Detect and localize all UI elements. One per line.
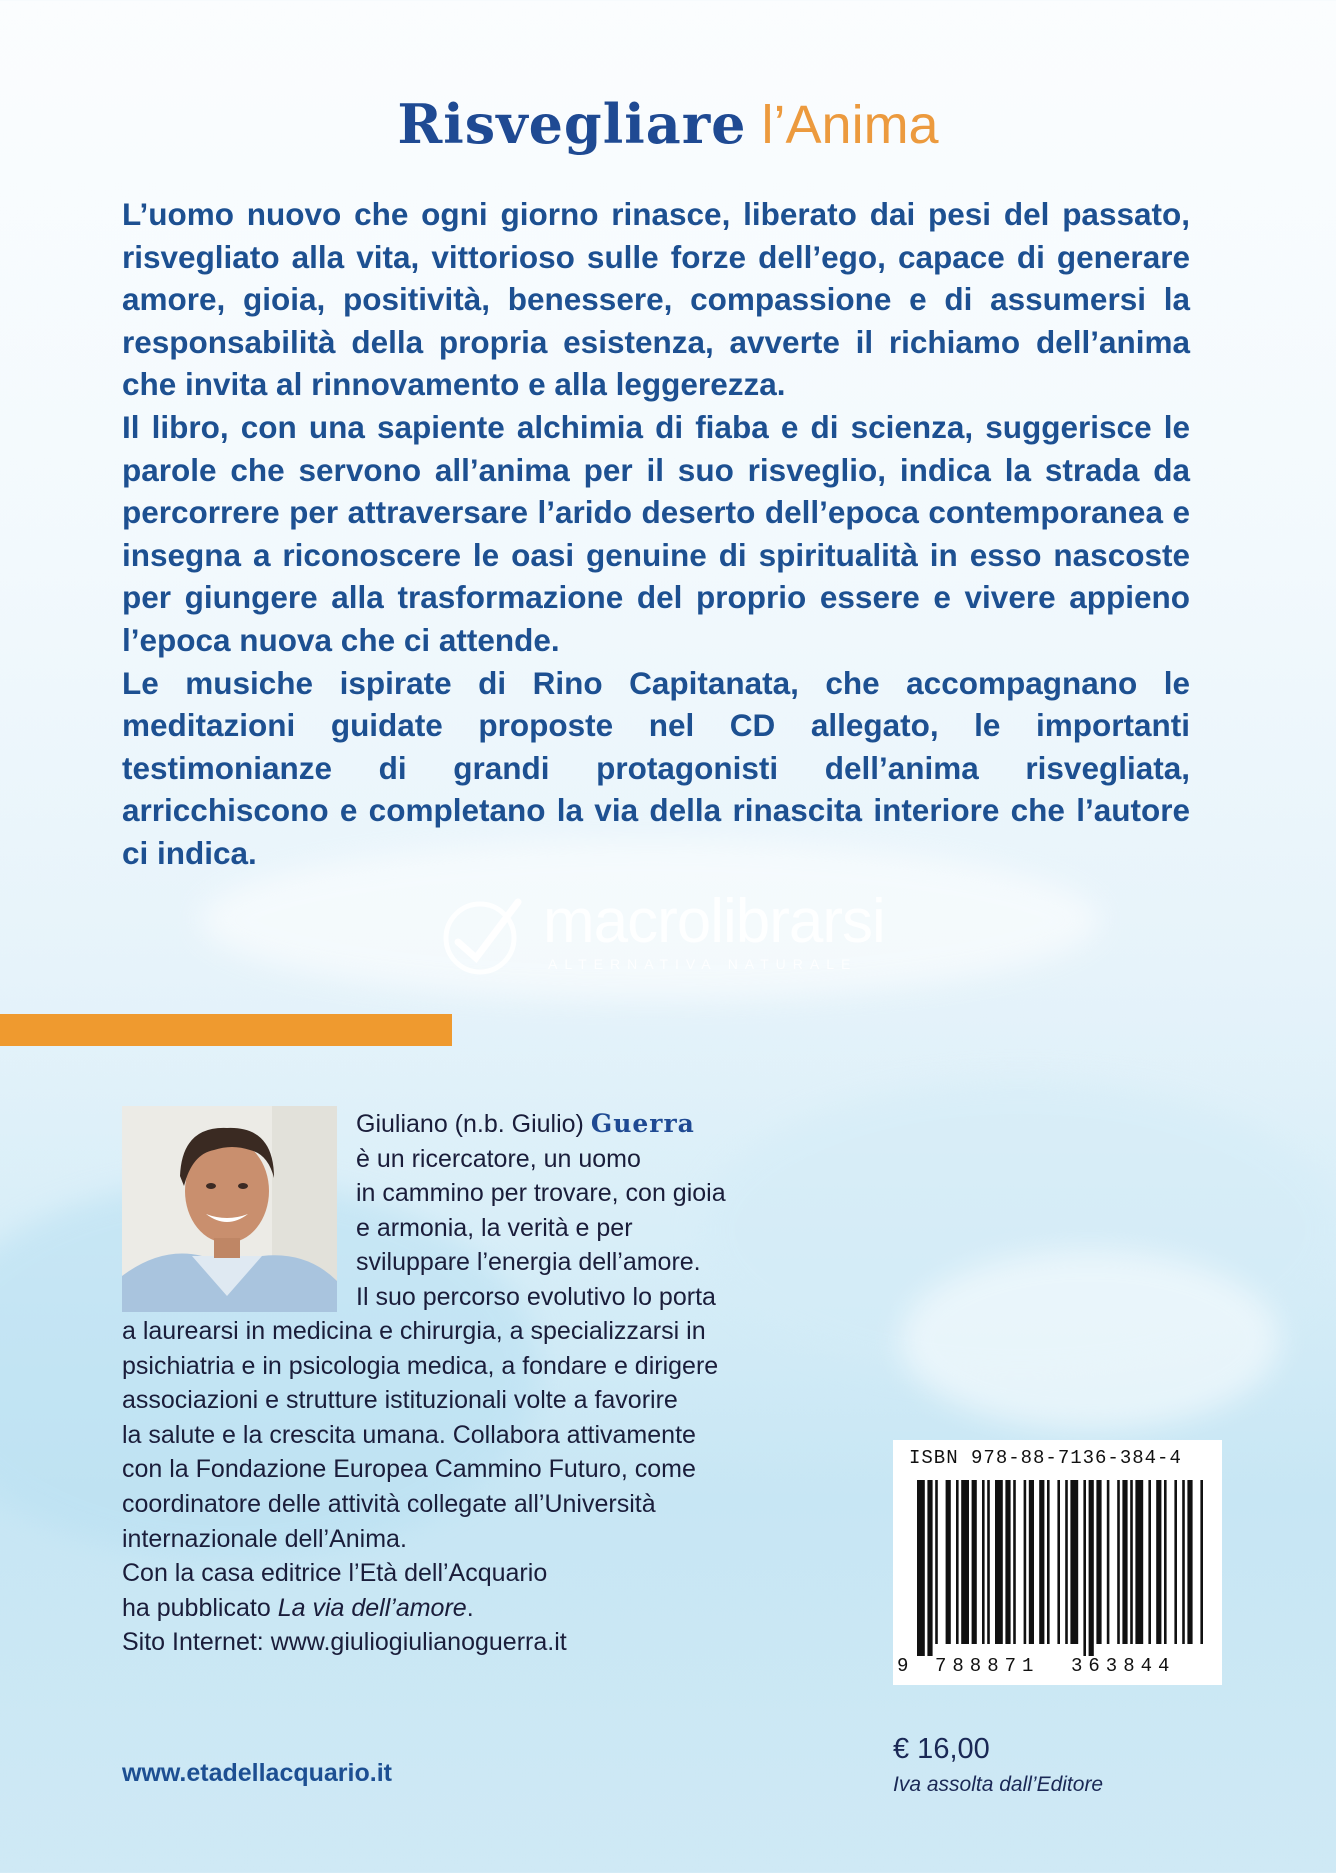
barcode-bar <box>956 1480 959 1644</box>
ean-first-digit: 9 <box>897 1655 909 1677</box>
author-website[interactable]: Sito Internet: www.giuliogiulianoguerra.it <box>122 1628 567 1657</box>
author-bio-top <box>356 1107 836 1315</box>
barcode-bar <box>935 1480 938 1644</box>
orange-divider <box>0 1014 452 1046</box>
bio-line: Con la casa editrice l’Età dell’Acquario <box>122 1559 548 1588</box>
leaf-check-icon <box>438 892 528 982</box>
bio-line: in cammino per trovare, con gioia <box>356 1179 726 1208</box>
ean-right-group: 363844 <box>1071 1655 1176 1677</box>
blurb-paragraph: Le musiche ispirate di Rino Capitanata, che accompagnano le meditazioni guidate proposte nel CD allegato, le importanti testimonianze di grandi protagonisti dell’anima risvegliata, arricchiscono e completano la via della rinascita interiore che l’autore ci indica. <box>122 664 1190 871</box>
ean-left-group: 788871 <box>935 1655 1040 1677</box>
bio-line: internazionale dell’Anima. <box>122 1524 407 1553</box>
bio-line: con la Fondazione Europea Cammino Futuro, come <box>122 1455 696 1484</box>
barcode-bar <box>1089 1480 1094 1656</box>
barcode-bar <box>1065 1480 1068 1644</box>
title-part-2: l’Anima <box>761 95 939 155</box>
watermark <box>438 887 908 980</box>
barcode-bar <box>1182 1480 1185 1644</box>
blurb-paragraph: Il libro, con una sapiente alchimia di fiaba e di scienza, suggerisce le parole che servono all’anima per il suo risveglio, indica la strada da percorrere per attraversare l’arido deserto dell’epoca contemporanea e insegna a riconoscere le oasi genuine di spiritualità in esso nascoste per giungere alla trasformazione del proprio essere e vivere appieno l’epoca nuova che ci attende. <box>122 408 1190 658</box>
barcode-bar <box>1096 1480 1101 1644</box>
published-title: La via dell’amore <box>277 1593 467 1622</box>
barcode-bar <box>995 1480 1003 1644</box>
barcode-bar <box>972 1480 977 1644</box>
barcode-bar <box>1024 1480 1027 1644</box>
price: € 16,00 <box>893 1733 990 1765</box>
bio-line: Il suo percorso evolutivo lo porta <box>356 1282 716 1311</box>
published-line <box>122 1591 842 1626</box>
bio-line: associazioni e strutture istituzionali volte a favorire <box>122 1386 678 1415</box>
barcode-bar <box>1070 1480 1078 1644</box>
barcode-bar <box>1135 1480 1143 1644</box>
author-portrait-image <box>122 1106 337 1312</box>
author-name-line <box>356 1107 836 1142</box>
book-blurb <box>122 193 1190 875</box>
book-title <box>0 92 1336 157</box>
barcode-bar <box>917 1480 925 1656</box>
bio-line: la salute e la crescita umana. Collabora attivamente <box>122 1420 696 1449</box>
watermark-brand: macrolibrarsi <box>543 887 885 956</box>
barcode-bar <box>927 1480 932 1656</box>
background-splash <box>900 1250 1280 1430</box>
author-photo <box>122 1106 337 1312</box>
barcode-bar <box>1148 1480 1151 1644</box>
barcode-bar <box>946 1480 951 1644</box>
barcode-bar <box>1005 1480 1010 1644</box>
bio-line: a laurearsi in medicina e chirurgia, a specializzarsi in <box>122 1317 706 1345</box>
barcode-bars <box>909 1480 1209 1656</box>
barcode-bar <box>1029 1480 1034 1644</box>
published-suffix: . <box>466 1593 474 1622</box>
blurb-paragraph: L’uomo nuovo che ogni giorno rinasce, liberato dai pesi del passato, risvegliato alla vita, vittorioso sulle forze dell’ego, capace di generare amore, gioia, positività, benessere, compassione e di assumersi la responsabilità della propria esistenza, avverte il richiamo dell’anima che invita al rinnovamento e alla leggerezza. <box>122 196 1190 403</box>
isbn-label: ISBN 978-88-7136-384-4 <box>909 1447 1182 1469</box>
published-prefix: ha pubblicato <box>122 1593 271 1622</box>
barcode-bar <box>1187 1480 1192 1644</box>
author-name: Giuliano (n.b. Giulio) <box>356 1110 584 1138</box>
barcode-bar <box>1083 1480 1086 1656</box>
barcode-bar <box>1164 1480 1167 1644</box>
barcode-bar <box>1047 1480 1050 1644</box>
author-bio-bottom <box>122 1314 842 1660</box>
barcode-bar <box>1130 1480 1133 1644</box>
barcode-bar <box>1013 1480 1016 1644</box>
barcode-bar <box>1057 1480 1060 1644</box>
barcode-bar <box>1117 1480 1120 1644</box>
publisher-website[interactable]: www.etadellacquario.it <box>122 1759 392 1787</box>
barcode-bar <box>1156 1480 1161 1644</box>
barcode-bar <box>1039 1480 1044 1644</box>
barcode-bar <box>987 1480 990 1644</box>
bio-line: coordinatore delle attività collegate all’Università <box>122 1489 656 1518</box>
isbn-barcode <box>893 1440 1222 1685</box>
title-part-1: Risvegliare <box>397 92 747 156</box>
author-surname: Guerra <box>590 1109 695 1138</box>
bio-line: è un ricercatore, un uomo <box>356 1144 641 1173</box>
barcode-bar <box>961 1480 969 1644</box>
barcode-bar <box>1174 1480 1177 1644</box>
barcode-bar <box>982 1480 985 1644</box>
barcode-bar <box>1200 1480 1203 1644</box>
vat-note: Iva assolta dall’Editore <box>893 1773 1104 1796</box>
bio-line: psichiatria e in psicologia medica, a fondare e dirigere <box>122 1351 719 1380</box>
barcode-bar <box>1122 1480 1127 1644</box>
bio-line: sviluppare l’energia dell’amore. <box>356 1248 701 1277</box>
barcode-bar <box>1107 1480 1110 1644</box>
watermark-tagline: ALTERNATIVA NATURALE <box>548 956 858 972</box>
bio-line: e armonia, la verità e per <box>356 1213 633 1242</box>
